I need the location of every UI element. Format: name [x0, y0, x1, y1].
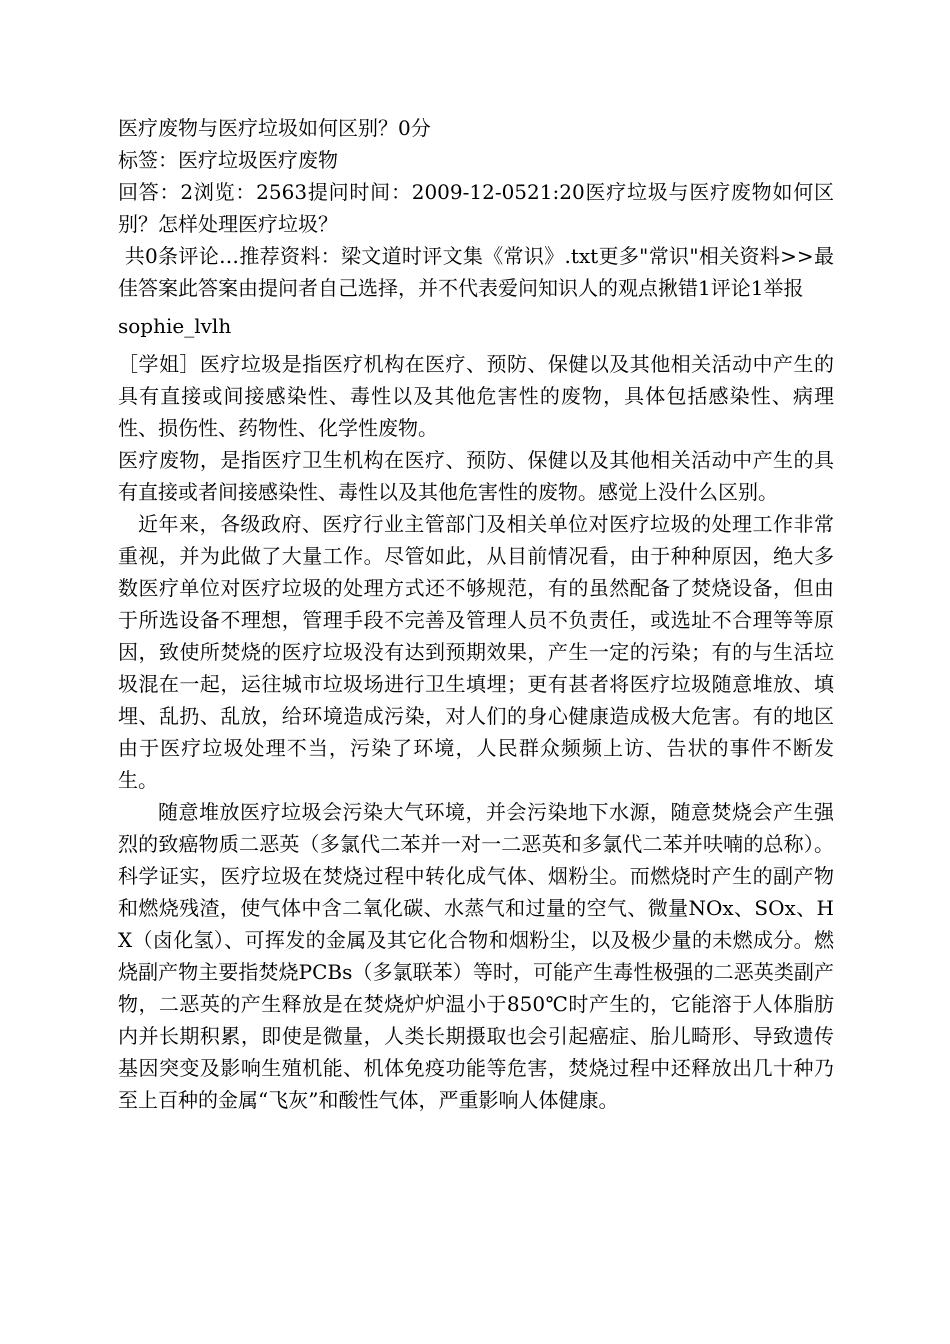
tags-line: 标签：医疗垃圾医疗废物 [118, 148, 338, 172]
document-page [118, 112, 834, 1116]
answer-paragraph-3: 近年来，各级政府、医疗行业主管部门及相关单位对医疗垃圾的处理工作非常重视，并为此做了大量工作。尽管如此，从目前情况看，由于种种原因，绝大多数医疗单位对医疗垃圾的处理方式还不够规范，有的虽然配备了焚烧设备，但由于所选设备不理想，管理手段不完善及管理人员不负责任，或选址不合理等等原因，致使所焚烧的医疗垃圾没有达到预期效果，产生一定的污染；有的与生活垃圾混在一起，运往城市垃圾场进行卫生填埋；更有甚者将医疗垃圾随意堆放、填埋、乱扔、乱放，给环境造成污染，对人们的身心健康造成极大危害。有的地区由于医疗垃圾处理不当，污染了环境，人民群众频频上访、告状的事件不断发生。 [118, 512, 834, 792]
answer-author: sophie_lvlh [118, 314, 232, 338]
question-meta: 回答：2浏览：2563提问时间：2009-12-0521:20医疗垃圾与医疗废物如何区别？怎样处理医疗垃圾？ [118, 180, 834, 236]
comments-line: 共0条评论…推荐资料：梁文道时评文集《常识》.txt更多"常识"相关资料>>最佳答案此答案由提问者自己选择，并不代表爱问知识人的观点揪错1评论1举报 [118, 244, 834, 300]
question-title: 医疗废物与医疗垃圾如何区别？0分 [118, 116, 431, 140]
answer-paragraph-2: 医疗废物，是指医疗卫生机构在医疗、预防、保健以及其他相关活动中产生的具有直接或者间接感染性、毒性以及其他危害性的废物。感觉上没什么区别。 [118, 448, 834, 504]
answer-paragraph-1: ［学姐］医疗垃圾是指医疗机构在医疗、预防、保健以及其他相关活动中产生的具有直接或间接感染性、毒性以及其他危害性的废物，具体包括感染性、病理性、损伤性、药物性、化学性废物。 [118, 352, 834, 440]
answer-paragraph-4: 随意堆放医疗垃圾会污染大气环境，并会污染地下水源，随意焚烧会产生强烈的致癌物质二恶英（多氯代二苯并一对一二恶英和多氯代二苯并呋喃的总称）。科学证实，医疗垃圾在焚烧过程中转化成气体、烟粉尘。而燃烧时产生的副产物和燃烧残渣，使气体中含二氧化碳、水蒸气和过量的空气、微量NOx、SOx、HX（卤化氢）、可挥发的金属及其它化合物和烟粉尘，以及极少量的未燃成分。燃烧副产物主要指焚烧PCBs（多氯联苯）等时，可能产生毒性极强的二恶英类副产物，二恶英的产生释放是在焚烧炉炉温小于850℃时产生的，它能溶于人体脂肪内并长期积累，即使是微量，人类长期摄取也会引起癌症、胎儿畸形、导致遗传基因突变及影响生殖机能、机体免疫功能等危害，焚烧过程中还释放出几十种乃至上百种的金属“飞灰”和酸性气体，严重影响人体健康。 [118, 800, 834, 1112]
